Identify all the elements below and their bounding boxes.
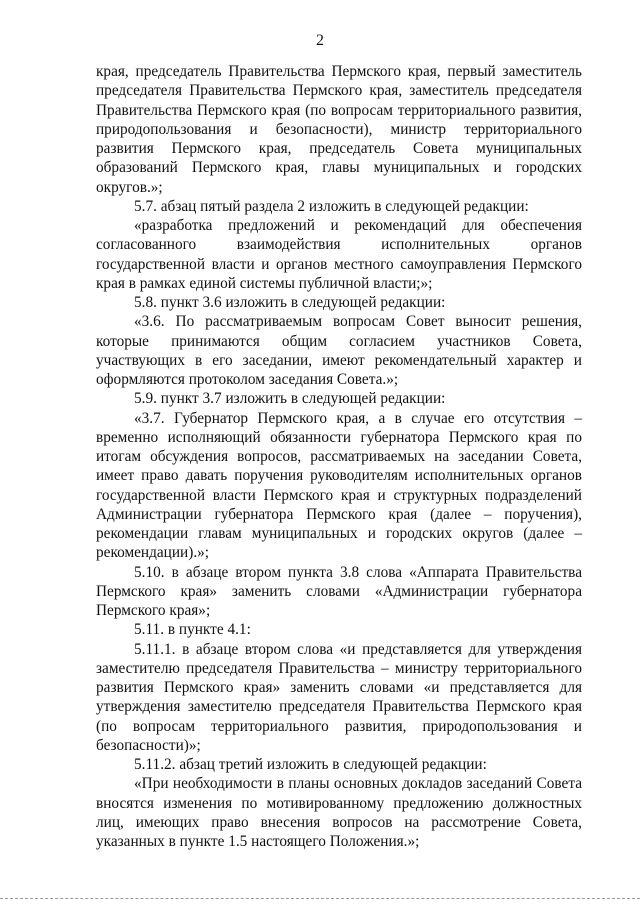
document-body xyxy=(96,62,582,851)
paragraph-5-9: 5.9. пункт 3.7 изложить в следующей редакции: xyxy=(134,390,446,408)
paragraph-5-9-quote: «3.7. Губернатор Пермского края, а в случае его отсутствия – временно исполняющий обязанности губернатора Пермского края по итогам обсуждения вопросов, рассматриваемых на заседании Совета, имеет право давать поручения руководителям исполнительных органов государственной власти Пермского края и структурных подразделений Администрации губернатора Пермского края (далее – поручения), рекомендации главам муниципальных и городских округов (далее – рекомендации).»; xyxy=(96,409,582,562)
page-number: 2 xyxy=(316,32,324,49)
paragraph-continuation: края, председатель Правительства Пермского края, первый заместитель председателя Правительства Пермского края, заместитель председателя Правительства Пермского края (по вопросам территориального развития, природопользования и безопасности), министр территориального развития Пермского края, председатель Совета муниципальных образований Пермского края, главы муниципальных и городских округов.»; xyxy=(96,63,582,196)
scan-edge-rule xyxy=(0,898,640,899)
paragraph-5-8: 5.8. пункт 3.6 изложить в следующей редакции: xyxy=(134,294,446,311)
paragraph-5-8-quote: «3.6. По рассматриваемым вопросам Совет выносит решения, которые принимаются общим согласием участников Совета, участвующих в его заседании, имеют рекомендательный характер и оформляются протоколом заседания Совета.»; xyxy=(96,313,582,388)
paragraph-5-11-2: 5.11.2. абзац третий изложить в следующей редакции: xyxy=(134,756,487,773)
paragraph-5-10: 5.10. в абзаце втором пункта 3.8 слова «Аппарата Правительства Пермского края» заменить словами «Администрации губернатора Пермского края»; xyxy=(96,563,582,619)
paragraph-5-7-quote: «разработка предложений и рекомендаций для обеспечения согласованного взаимодействия исполнительных органов государственной власти и органов местного самоуправления Пермского края в рамках единой системы публичной власти;»; xyxy=(96,217,582,292)
paragraph-5-7: 5.7. абзац пятый раздела 2 изложить в следующей редакции: xyxy=(134,197,529,215)
paragraph-5-11-2-quote: «При необходимости в планы основных докладов заседаний Совета вносятся изменения по мотивированному предложению должностных лиц, имеющих право внесения вопросов на рассмотрение Совета, указанных в пункте 1.5 настоящего Положения.»; xyxy=(96,775,582,850)
paragraph-5-11-1: 5.11.1. в абзаце втором слова «и представляется для утверждения заместителю председателя Правительства – министру территориального развития Пермского края» заменить словами «и представляется для утверждения заместителю председателя Правительства Пермского края (по вопросам территориального развития, природопользования и безопасности)»; xyxy=(96,640,582,754)
paragraph-5-11: 5.11. в пункте 4.1: xyxy=(134,621,251,639)
